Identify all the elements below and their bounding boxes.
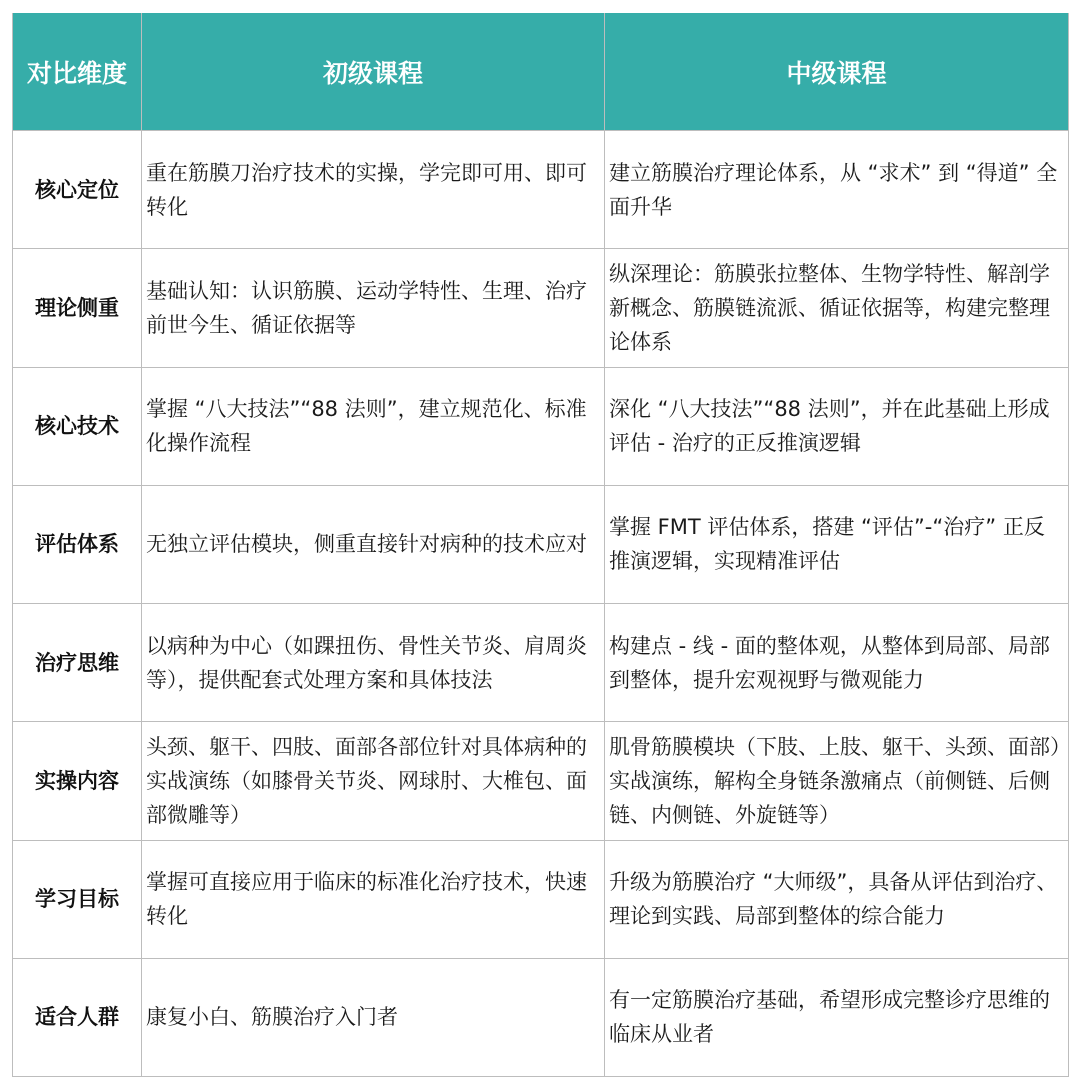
row-basic-cell xyxy=(142,840,605,958)
cell-text: 基础认知：认识筋膜、运动学特性、生理、治疗前世今生、循证依据等 xyxy=(146,278,587,337)
course-comparison-table xyxy=(12,13,1069,1077)
row-dimension: 理论侧重 xyxy=(13,249,142,367)
cell-text: 升级为筋膜治疗 “大师级”，具备从评估到治疗、理论到实践、局部到整体的综合能力 xyxy=(609,870,1058,929)
row-dimension: 核心定位 xyxy=(13,131,142,249)
row-dimension: 治疗思维 xyxy=(13,604,142,722)
comparison-table-container xyxy=(12,13,1068,1077)
table-row xyxy=(13,958,1069,1076)
cell-text: 以病种为中心（如踝扭伤、骨性关节炎、肩周炎等），提供配套式处理方案和具体技法 xyxy=(146,633,587,692)
row-dimension: 评估体系 xyxy=(13,485,142,603)
header-intermediate-course: 中级课程 xyxy=(605,13,1069,131)
row-basic-cell xyxy=(142,722,605,840)
row-intermediate-cell xyxy=(605,958,1069,1076)
table-row xyxy=(13,249,1069,367)
cell-text: 无独立评估模块，侧重直接针对病种的技术应对 xyxy=(146,532,587,557)
table-row xyxy=(13,604,1069,722)
cell-text: 掌握可直接应用于临床的标准化治疗技术，快速转化 xyxy=(146,870,587,929)
row-intermediate-cell xyxy=(605,604,1069,722)
header-dimension: 对比维度 xyxy=(13,13,142,131)
header-basic-course: 初级课程 xyxy=(142,13,605,131)
row-dimension: 学习目标 xyxy=(13,840,142,958)
cell-text: 有一定筋膜治疗基础，希望形成完整诊疗思维的临床从业者 xyxy=(609,988,1050,1047)
row-dimension: 适合人群 xyxy=(13,958,142,1076)
row-basic-cell xyxy=(142,367,605,485)
cell-text: 重在筋膜刀治疗技术的实操，学完即可用、即可转化 xyxy=(146,160,587,219)
cell-text: 头颈、躯干、四肢、面部各部位针对具体病种的实战演练（如膝骨关节炎、网球肘、大椎包、面部微雕等） xyxy=(146,734,587,827)
row-intermediate-cell xyxy=(605,367,1069,485)
cell-text: 康复小白、筋膜治疗入门者 xyxy=(146,1005,398,1030)
row-basic-cell xyxy=(142,249,605,367)
row-dimension: 核心技术 xyxy=(13,367,142,485)
table-row xyxy=(13,485,1069,603)
cell-text: 纵深理论：筋膜张拉整体、生物学特性、解剖学新概念、筋膜链流派、循证依据等，构建完整理论体系 xyxy=(609,261,1050,354)
row-basic-cell xyxy=(142,131,605,249)
table-row xyxy=(13,367,1069,485)
row-intermediate-cell xyxy=(605,131,1069,249)
row-intermediate-cell xyxy=(605,249,1069,367)
row-intermediate-cell xyxy=(605,722,1069,840)
row-intermediate-cell xyxy=(605,840,1069,958)
row-intermediate-cell xyxy=(605,485,1069,603)
row-basic-cell xyxy=(142,958,605,1076)
table-header-row xyxy=(13,13,1069,131)
row-dimension: 实操内容 xyxy=(13,722,142,840)
cell-text: 深化 “八大技法”“88 法则”，并在此基础上形成评估 - 治疗的正反推演逻辑 xyxy=(609,397,1050,456)
cell-text: 掌握 “八大技法”“88 法则”，建立规范化、标准化操作流程 xyxy=(146,397,587,456)
cell-text: 建立筋膜治疗理论体系，从 “求术” 到 “得道” 全面升华 xyxy=(609,160,1058,219)
table-row xyxy=(13,840,1069,958)
cell-text: 肌骨筋膜模块（下肢、上肢、躯干、头颈、面部）实战演练，解构全身链条激痛点（前侧链、后侧链、内侧链、外旋链等） xyxy=(609,734,1061,827)
table-row xyxy=(13,722,1069,840)
row-basic-cell xyxy=(142,485,605,603)
table-row xyxy=(13,131,1069,249)
cell-text: 构建点 - 线 - 面的整体观，从整体到局部、局部到整体，提升宏观视野与微观能力 xyxy=(609,633,1050,692)
cell-text: 掌握 FMT 评估体系，搭建 “评估”-“治疗” 正反推演逻辑，实现精准评估 xyxy=(609,515,1045,574)
row-basic-cell xyxy=(142,604,605,722)
